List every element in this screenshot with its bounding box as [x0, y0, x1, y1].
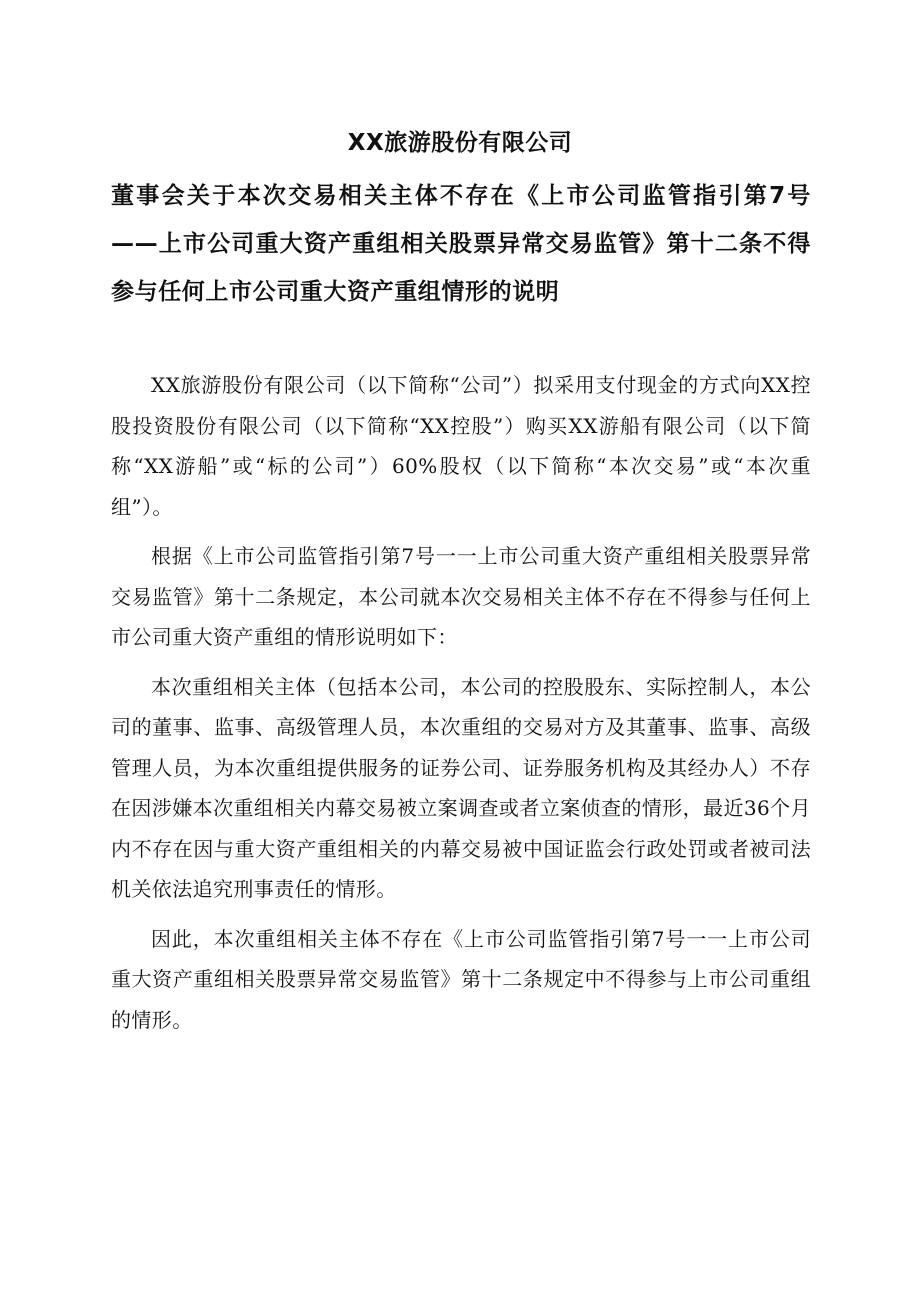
document-body	[111, 365, 811, 1049]
paragraph-relevant-parties: 本次重组相关主体（包括本公司，本公司的控股股东、实际控制人，本公司的董事、监事、高级管理人员，本次重组的交易对方及其董事、监事、高级管理人员，为本次重组提供服务的证券公司、证券服务机构及其经办人）不存在因涉嫌本次重组相关内幕交易被立案调查或者立案侦查的情形，最近36个月内不存在因与重大资产重组相关的内幕交易被中国证监会行政处罚或者被司法机关依法追究刑事责任的情形。	[111, 674, 811, 901]
document-subtitle: 董事会关于本次交易相关主体不存在《上市公司监管指引第7号——上市公司重大资产重组相关股票异常交易监管》第十二条不得参与任何上市公司重大资产重组情形的说明	[111, 183, 811, 305]
paragraph-conclusion: 因此，本次重组相关主体不存在《上市公司监管指引第7号一一上市公司重大资产重组相关股票异常交易监管》第十二条规定中不得参与上市公司重组的情形。	[111, 926, 811, 1032]
paragraph-transaction-overview: XX旅游股份有限公司（以下简称“公司”）拟采用支付现金的方式向XX控股投资股份有限公司（以下简称“XX控股”）购买XX游船有限公司（以下简称“XX游船”或“标的公司”）60%股权（以下简称“本次交易”或“本次重组”）。	[111, 373, 811, 519]
company-title: XX旅游股份有限公司	[347, 130, 573, 156]
paragraph-legal-basis: 根据《上市公司监管指引第7号一一上市公司重大资产重组相关股票异常交易监管》第十二条规定，本公司就本次交易相关主体不存在不得参与任何上市公司重大资产重组的情形说明如下：	[111, 544, 811, 649]
